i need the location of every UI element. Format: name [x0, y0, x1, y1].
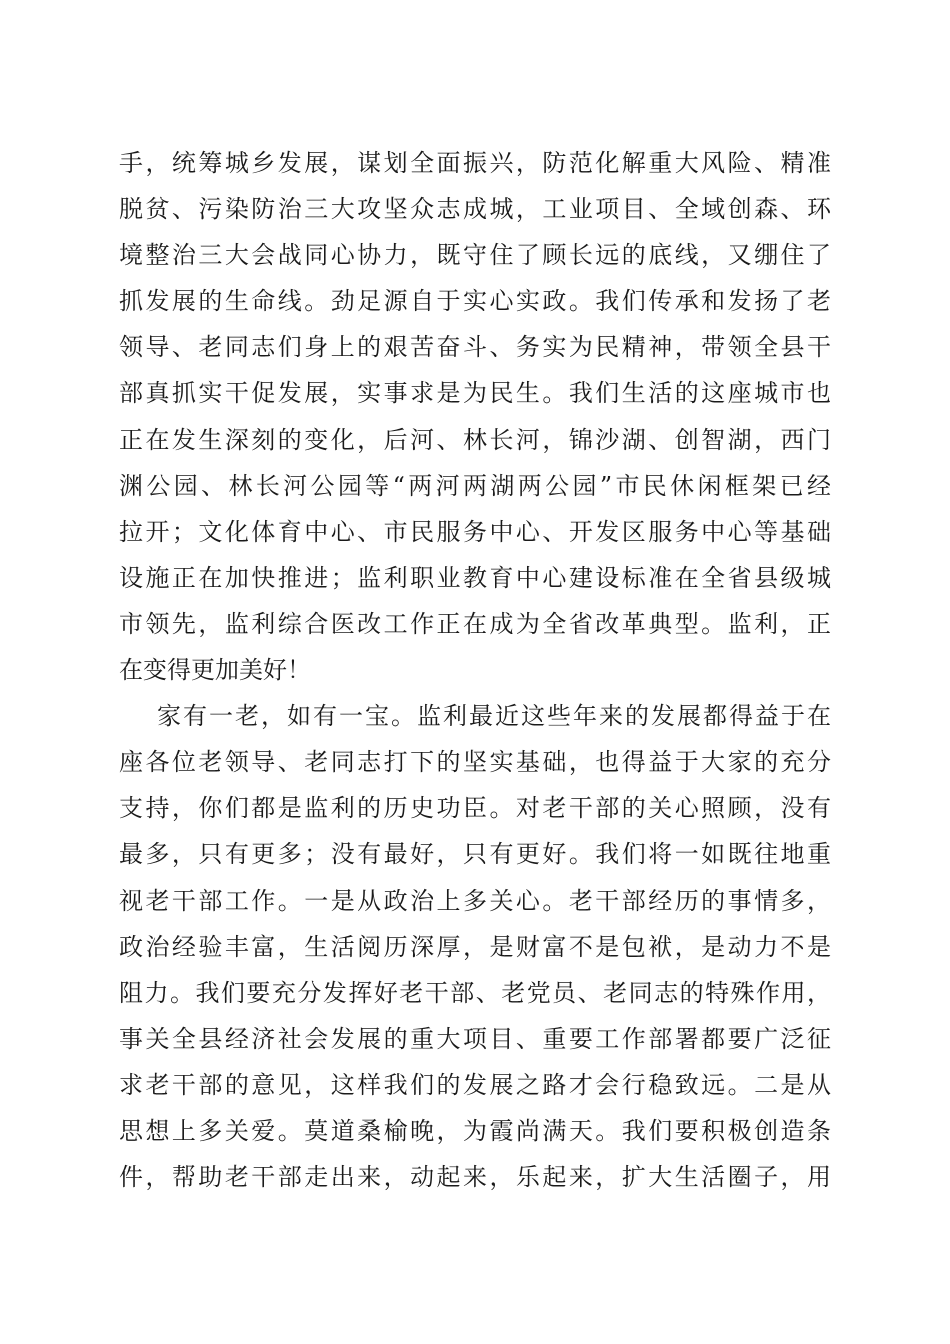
text-line: 渊公园、林长河公园等“两河两湖两公园”市民休闲框架已经: [119, 471, 831, 500]
text-line: 座各位老领导、老同志打下的坚实基础，也得益于大家的充分: [119, 748, 831, 777]
text-line: 事关全县经济社会发展的重大项目、重要工作部署都要广泛征: [119, 1024, 831, 1053]
text-line: 视老干部工作。一是从政治上多关心。老干部经历的事情多，: [119, 886, 831, 915]
text-line: 阻力。我们要充分发挥好老干部、老党员、老同志的特殊作用，: [119, 978, 831, 1007]
text-line: 领导、老同志们身上的艰苦奋斗、务实为民精神，带领全县干: [119, 333, 831, 362]
text-line: 脱贫、污染防治三大攻坚众志成城，工业项目、全域创森、环: [119, 195, 831, 224]
text-line: 拉开；文化体育中心、市民服务中心、开发区服务中心等基础: [119, 517, 831, 546]
text-line: 最多，只有更多；没有最好，只有更好。我们将一如既往地重: [119, 840, 831, 869]
text-line: 支持，你们都是监利的历史功臣。对老干部的关心照顾，没有: [119, 794, 831, 823]
text-line: 设施正在加快推进；监利职业教育中心建设标准在全省县级城: [119, 563, 831, 592]
text-line: 政治经验丰富，生活阅历深厚，是财富不是包袱，是动力不是: [119, 932, 831, 961]
text-line: 件，帮助老干部走出来，动起来，乐起来，扩大生活圈子，用: [119, 1163, 831, 1192]
paragraph-first-line: 家有一老，如有一宝。监利最近这些年来的发展都得益于在: [157, 702, 831, 731]
text-line: 部真抓实干促发展，实事求是为民生。我们生活的这座城市也: [119, 379, 831, 408]
text-line: 市领先，监利综合医改工作正在成为全省改革典型。监利，正: [119, 609, 831, 638]
text-line: 境整治三大会战同心协力，既守住了顾长远的底线，又绷住了: [119, 241, 831, 270]
text-line: 正在发生深刻的变化，后河、林长河，锦沙湖、创智湖，西门: [119, 425, 831, 454]
text-line: 抓发展的生命线。劲足源自于实心实政。我们传承和发扬了老: [119, 287, 831, 316]
text-line: 思想上多关爱。莫道桑榆晚，为霞尚满天。我们要积极创造条: [119, 1116, 831, 1145]
paragraph-end-line: 在变得更加美好！: [119, 656, 311, 685]
body-text: [119, 140, 831, 1200]
text-line: 求老干部的意见，这样我们的发展之路才会行稳致远。二是从: [119, 1070, 831, 1099]
text-line: 手，统筹城乡发展，谋划全面振兴，防范化解重大风险、精准: [119, 149, 831, 177]
